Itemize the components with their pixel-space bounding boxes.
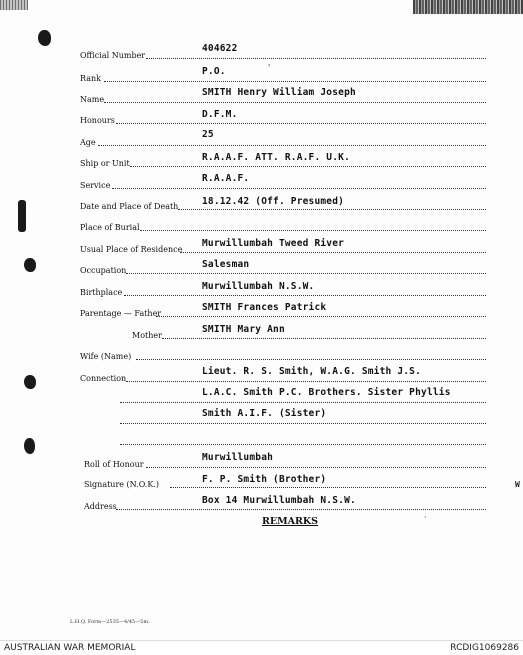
- address-label: Address: [84, 502, 117, 511]
- death-label: Date and Place of Death: [80, 202, 179, 211]
- official-number-label: Official Number: [80, 51, 146, 60]
- footer-institution: AUSTRALIAN WAR MEMORIAL: [4, 643, 136, 653]
- margin-mark: W: [515, 480, 520, 489]
- name-value: SMITH Henry William Joseph: [202, 87, 356, 98]
- father-label: Parentage — Father: [80, 309, 162, 318]
- archive-footer: [0, 640, 523, 655]
- wife-label: Wife (Name): [80, 352, 132, 361]
- roll-of-honour-line: [146, 467, 486, 468]
- service-label: Service: [80, 181, 111, 190]
- ship-or-unit-label: Ship or Unit: [80, 159, 130, 168]
- age-value: 25: [202, 129, 214, 140]
- roll-of-honour-value: Murwillumbah: [202, 452, 274, 463]
- honours-label: Honours: [80, 116, 115, 125]
- name-label: Name: [80, 95, 105, 104]
- connection-value-3: Smith A.I.F. (Sister): [202, 408, 327, 419]
- roll-of-honour-label: Roll of Honour: [84, 460, 144, 469]
- age-label: Age: [80, 138, 96, 147]
- burial-line: [140, 230, 486, 231]
- ship-or-unit-value: R.A.A.F. ATT. R.A.F. U.K.: [202, 152, 350, 163]
- residence-line: [180, 252, 486, 253]
- punch-hole-4: [24, 375, 36, 389]
- address-value: Box 14 Murwillumbah N.S.W.: [202, 495, 356, 506]
- name-line: [104, 102, 486, 103]
- form-reference: L.H.Q. Form—2535—4/45—5m.: [70, 619, 150, 625]
- mother-label: Mother: [132, 331, 162, 340]
- father-value: SMITH Frances Patrick: [202, 302, 327, 313]
- wife-line: [136, 359, 486, 360]
- footer-record-id: RCDIG1069286: [450, 643, 519, 653]
- scan-artifact-top: [413, 0, 523, 14]
- connection-value-1: Lieut. R. S. Smith, W.A.G. Smith J.S.: [202, 366, 422, 377]
- honours-line: [116, 123, 486, 124]
- honours-value: D.F.M.: [202, 109, 238, 120]
- mother-line: [162, 338, 486, 339]
- death-line: [178, 209, 486, 210]
- address-line: [116, 509, 486, 510]
- residence-label: Usual Place of Residence: [80, 245, 183, 254]
- connection-line-3: [120, 423, 486, 424]
- birthplace-line: [124, 295, 486, 296]
- punch-hole-1: [38, 30, 51, 46]
- birthplace-label: Birthplace: [80, 288, 123, 297]
- burial-label: Place of Burial: [80, 223, 140, 232]
- connection-label: Connection: [80, 374, 127, 383]
- father-line: [156, 316, 486, 317]
- residence-value: Murwillumbah Tweed River: [202, 238, 345, 249]
- punch-hole-5: [24, 438, 35, 454]
- rank-label: Rank: [80, 74, 101, 83]
- birthplace-value: Murwillumbah N.S.W.: [202, 281, 315, 292]
- connection-value-2: L.A.C. Smith P.C. Brothers. Sister Phyllis: [202, 387, 451, 398]
- official-number-value: 404622: [202, 43, 238, 54]
- mother-value: SMITH Mary Ann: [202, 324, 285, 335]
- stray-mark: ': [268, 63, 271, 72]
- rank-line: [104, 81, 486, 82]
- death-value: 18.12.42 (Off. Presumed): [202, 196, 345, 207]
- remarks-heading: REMARKS: [262, 516, 319, 527]
- punch-hole-3: [24, 258, 36, 272]
- service-line: [112, 188, 486, 189]
- ship-or-unit-line: [130, 166, 486, 167]
- rank-value: P.O.: [202, 66, 226, 77]
- connection-line-1: [126, 381, 486, 382]
- occupation-label: Occupation: [80, 266, 127, 275]
- signature-label: Signature (N.O.K.): [84, 480, 159, 489]
- signature-line: [170, 487, 486, 488]
- occupation-value: Salesman: [202, 259, 250, 270]
- service-value: R.A.A.F.: [202, 173, 250, 184]
- signature-value: F. P. Smith (Brother): [202, 474, 327, 485]
- stray-dot: ·: [424, 513, 427, 522]
- official-number-line: [146, 58, 486, 59]
- scan-artifact-left: [0, 0, 28, 10]
- occupation-line: [126, 273, 486, 274]
- punch-hole-2: [18, 200, 26, 232]
- connection-line-2: [120, 402, 486, 403]
- connection-line-4: [120, 444, 486, 445]
- age-line: [98, 145, 486, 146]
